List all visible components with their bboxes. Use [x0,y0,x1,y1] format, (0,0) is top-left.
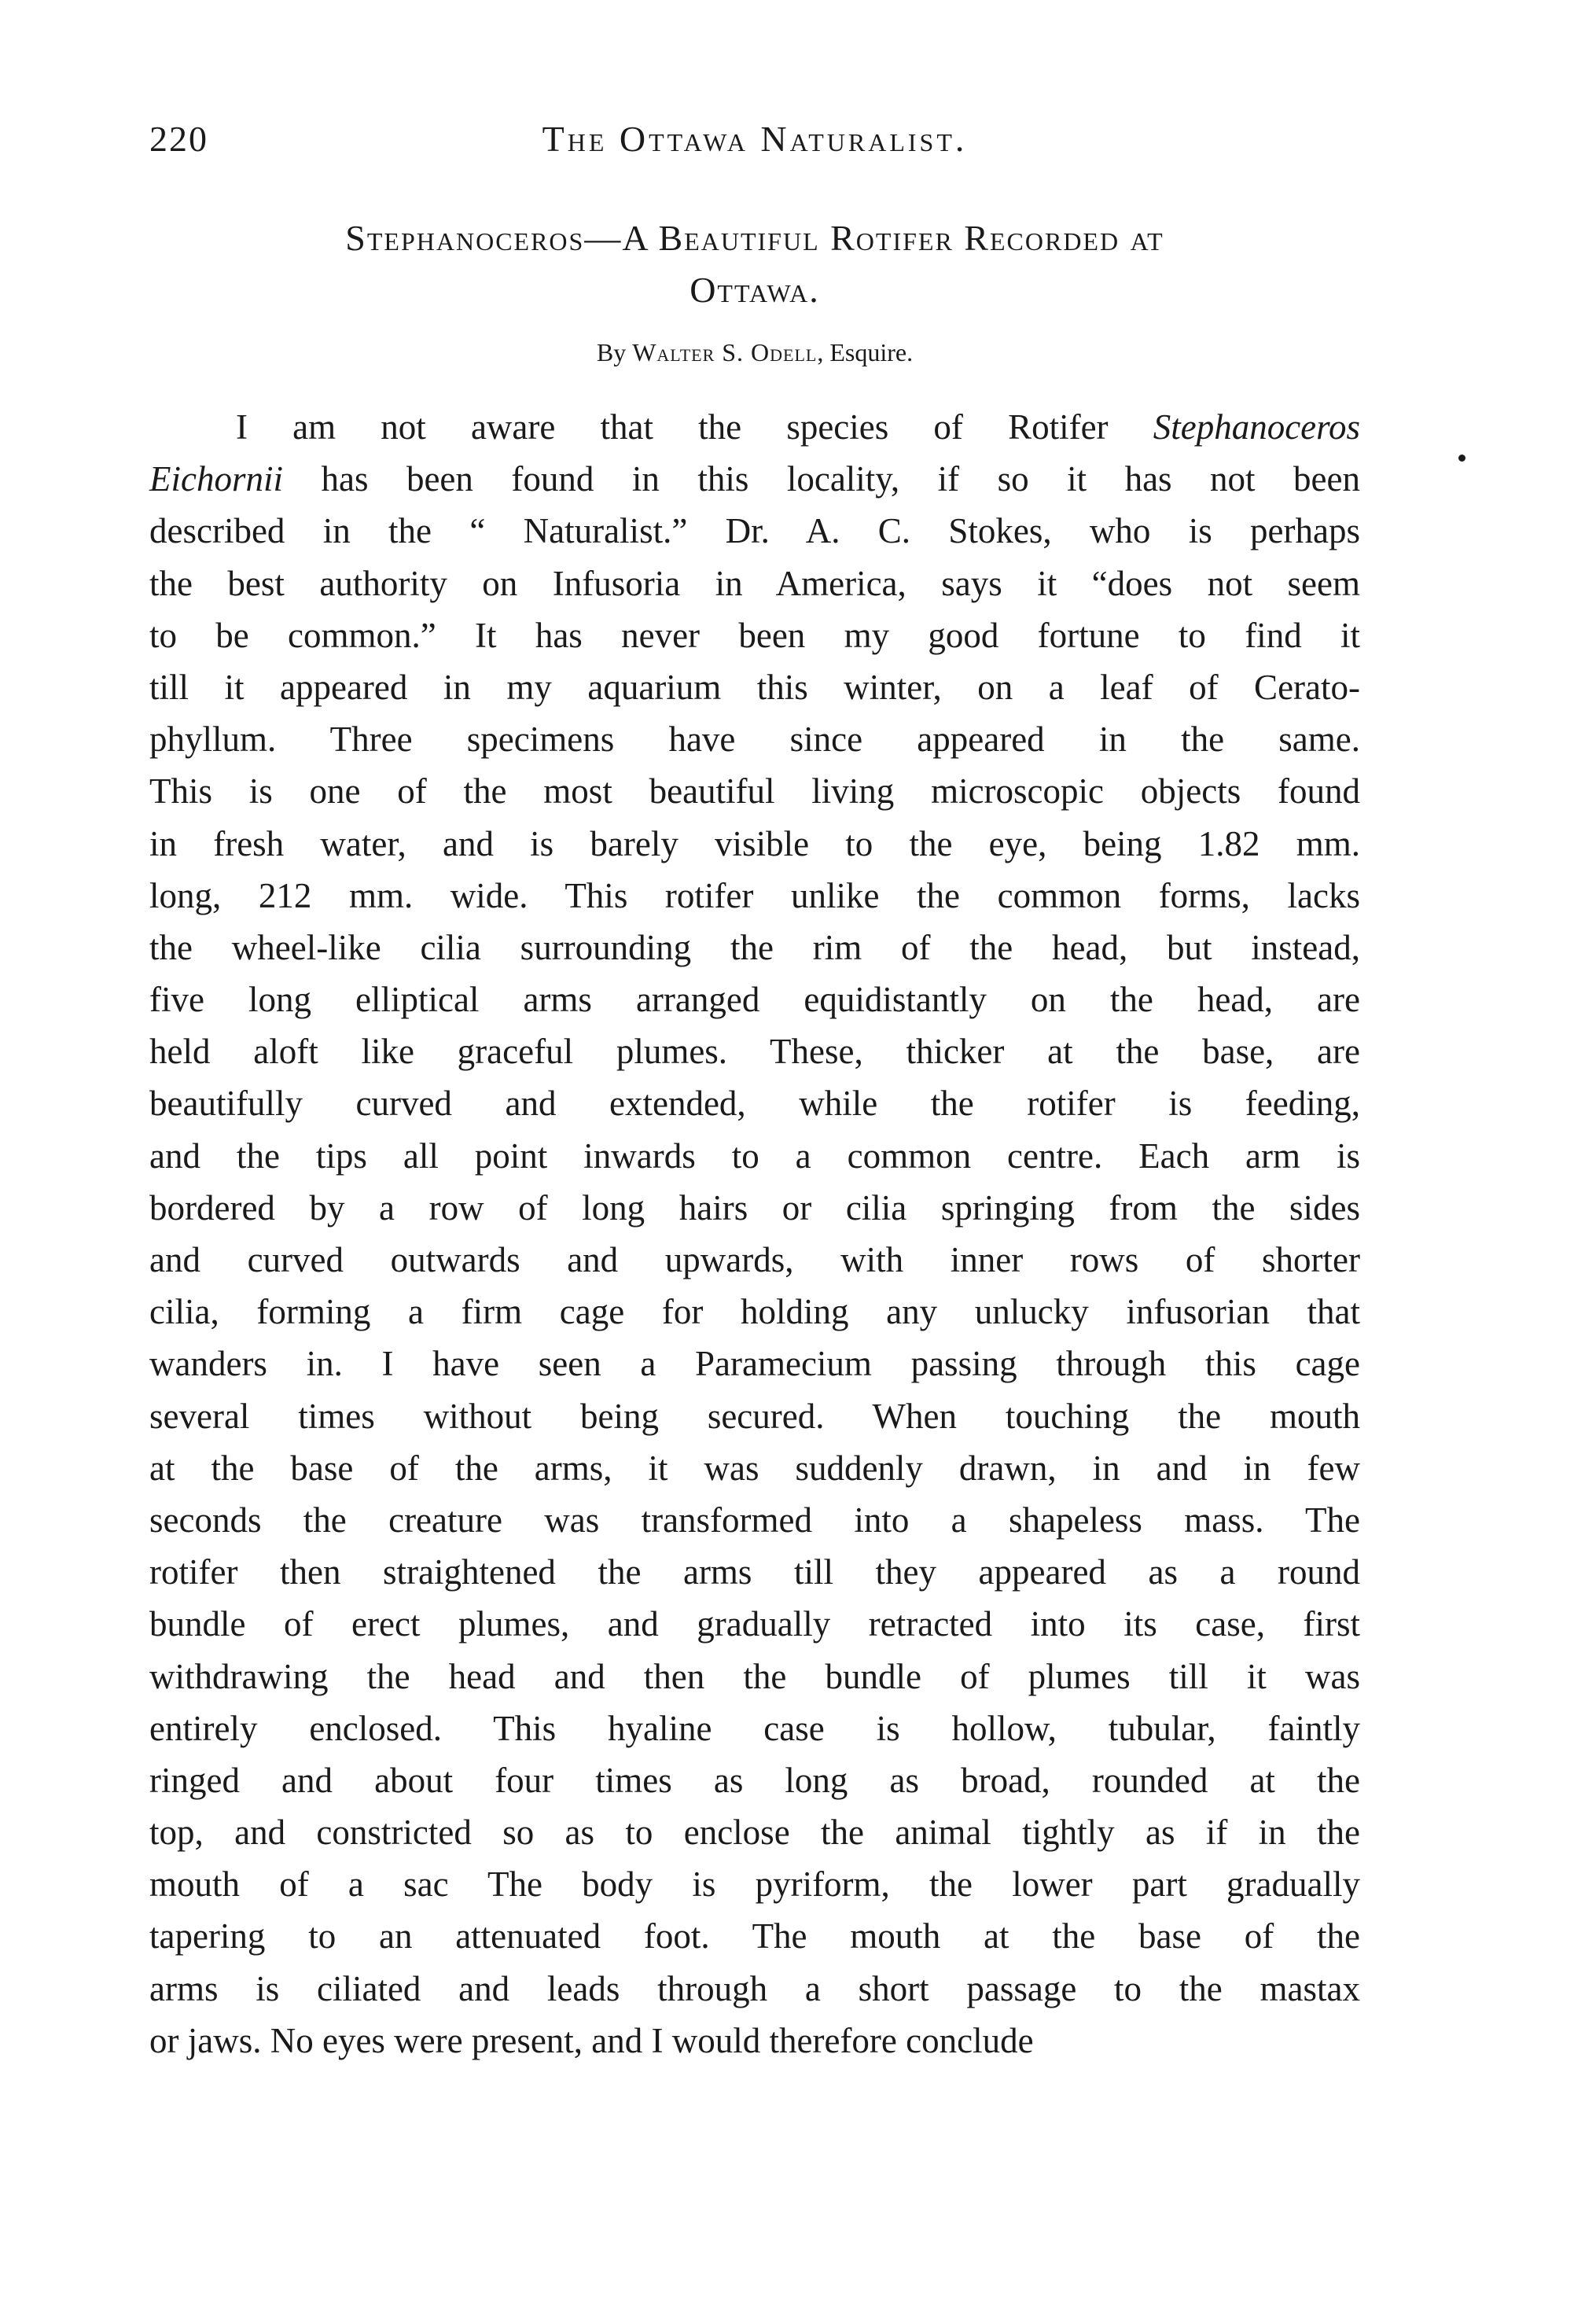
body-line [149,661,1360,713]
body-line-text: beautifully curved and extended, while the rotifer is feeding, [149,1084,1360,1124]
body-line-text: has been found in this locality, if so it has not been [282,459,1360,499]
body-line-text: bundle of erect plumes, and gradually retracted into its case, first [149,1604,1360,1644]
body-line [149,818,1360,870]
species-name: Stephanoceros [1153,407,1360,447]
body-line [149,453,1360,505]
body-line-text: rotifer then straightened the arms till they appeared as a round [149,1552,1360,1592]
body-line-text: ringed and about four times as long as broad, rounded at the [149,1760,1360,1800]
byline-prefix: By [596,338,627,366]
body-line [149,1077,1360,1129]
body-line [149,1546,1360,1598]
author-name: Walter S. Odell [632,338,818,366]
body-line-text: till it appeared in my aquarium this winter, on a leaf of Cerato- [149,667,1360,707]
species-name: Eichornii [149,459,283,499]
body-line [149,558,1360,609]
body-line-text: arms is ciliated and leads through a short passage to the mastax [149,1968,1360,2008]
body-line [149,1806,1360,1858]
body-line [149,1494,1360,1546]
body-line [149,1234,1360,1286]
body-line [149,870,1360,922]
body-line-text: at the base of the arms, it was suddenly drawn, in and in few [149,1448,1360,1488]
article-title-line: Ottawa. [690,270,820,310]
body-line-text: the best authority on Infusoria in America, says it “does not seem [149,563,1360,603]
article-title-line: Stephanoceros—A Beautiful Rotifer Recorded at [345,218,1164,258]
body-line [149,1025,1360,1077]
body-line-text: five long elliptical arms arranged equidistantly on the head, are [149,980,1360,1020]
body-line [149,401,1360,453]
body-line-text: mouth of a sac The body is pyriform, the lower part gradually [149,1864,1360,1905]
body-line [149,1130,1360,1182]
byline-suffix: , Esquire. [817,338,914,366]
body-line-text: described in the “ Naturalist.” Dr. A. C. Stokes, who is perhaps [149,511,1360,551]
body-line-text: long, 212 mm. wide. This rotifer unlike the common forms, lacks [149,875,1360,915]
body-line [149,2015,1360,2067]
body-line [149,1442,1360,1494]
body-line [149,609,1360,661]
body-line [149,713,1360,765]
body-line-text: in fresh water, and is barely visible to the eye, being 1.82 mm. [149,823,1360,863]
body-line-text: seconds the creature was transformed into a shapeless mass. The [149,1500,1360,1540]
body-line-text: withdrawing the head and then the bundle of plumes till it was [149,1656,1360,1696]
body-line [149,1651,1360,1702]
page-number: 220 [149,119,208,159]
body-line-text: bordered by a row of long hairs or cilia springing from the sides [149,1187,1360,1228]
body-line-text: wanders in. I have seen a Paramecium passing through this cage [149,1344,1360,1384]
body-line-text: the wheel-like cilia surrounding the rim of the head, but instead, [149,927,1360,967]
body-line-text: tapering to an attenuated foot. The mouth at the base of the [149,1916,1360,1956]
body-line [149,1702,1360,1754]
body-line [149,505,1360,557]
body-line [149,1963,1360,2015]
body-line [149,1390,1360,1442]
article-body [149,401,1360,2067]
body-line [149,1910,1360,1962]
body-line-text: or jaws. No eyes were present, and I would therefore conclude [149,2020,1034,2060]
body-line-text: to be common.” It has never been my good fortune to find it [149,615,1360,655]
running-head [149,118,1360,165]
body-line [149,974,1360,1025]
body-line [149,1858,1360,1910]
body-line [149,922,1360,974]
body-line-text: cilia, forming a firm cage for holding any unlucky infusorian that [149,1292,1360,1332]
body-line [149,1598,1360,1650]
body-line-text: This is one of the most beautiful living microscopic objects found [149,771,1360,812]
body-line [149,1754,1360,1806]
body-line [149,1338,1360,1390]
body-line-text: and the tips all point inwards to a common centre. Each arm is [149,1136,1360,1176]
body-line [149,1182,1360,1234]
body-line [149,1286,1360,1338]
journal-title: The Ottawa Naturalist. [542,119,968,159]
body-line [149,765,1360,817]
print-speck [1458,455,1465,462]
byline [149,338,1360,367]
body-line-text: I am not aware that the species of Rotifer [236,407,1153,447]
body-line-text: phyllum. Three specimens have since appeared in the same. [149,720,1360,760]
body-line-text: several times without being secured. When touching the mouth [149,1396,1360,1436]
article-title [149,212,1360,316]
body-line-text: and curved outwards and upwards, with inner rows of shorter [149,1240,1360,1279]
body-line-text: held aloft like graceful plumes. These, thicker at the base, are [149,1032,1360,1072]
body-line-text: entirely enclosed. This hyaline case is hollow, tubular, faintly [149,1708,1360,1748]
body-line-text: top, and constricted so as to enclose the animal tightly as if in the [149,1813,1360,1853]
